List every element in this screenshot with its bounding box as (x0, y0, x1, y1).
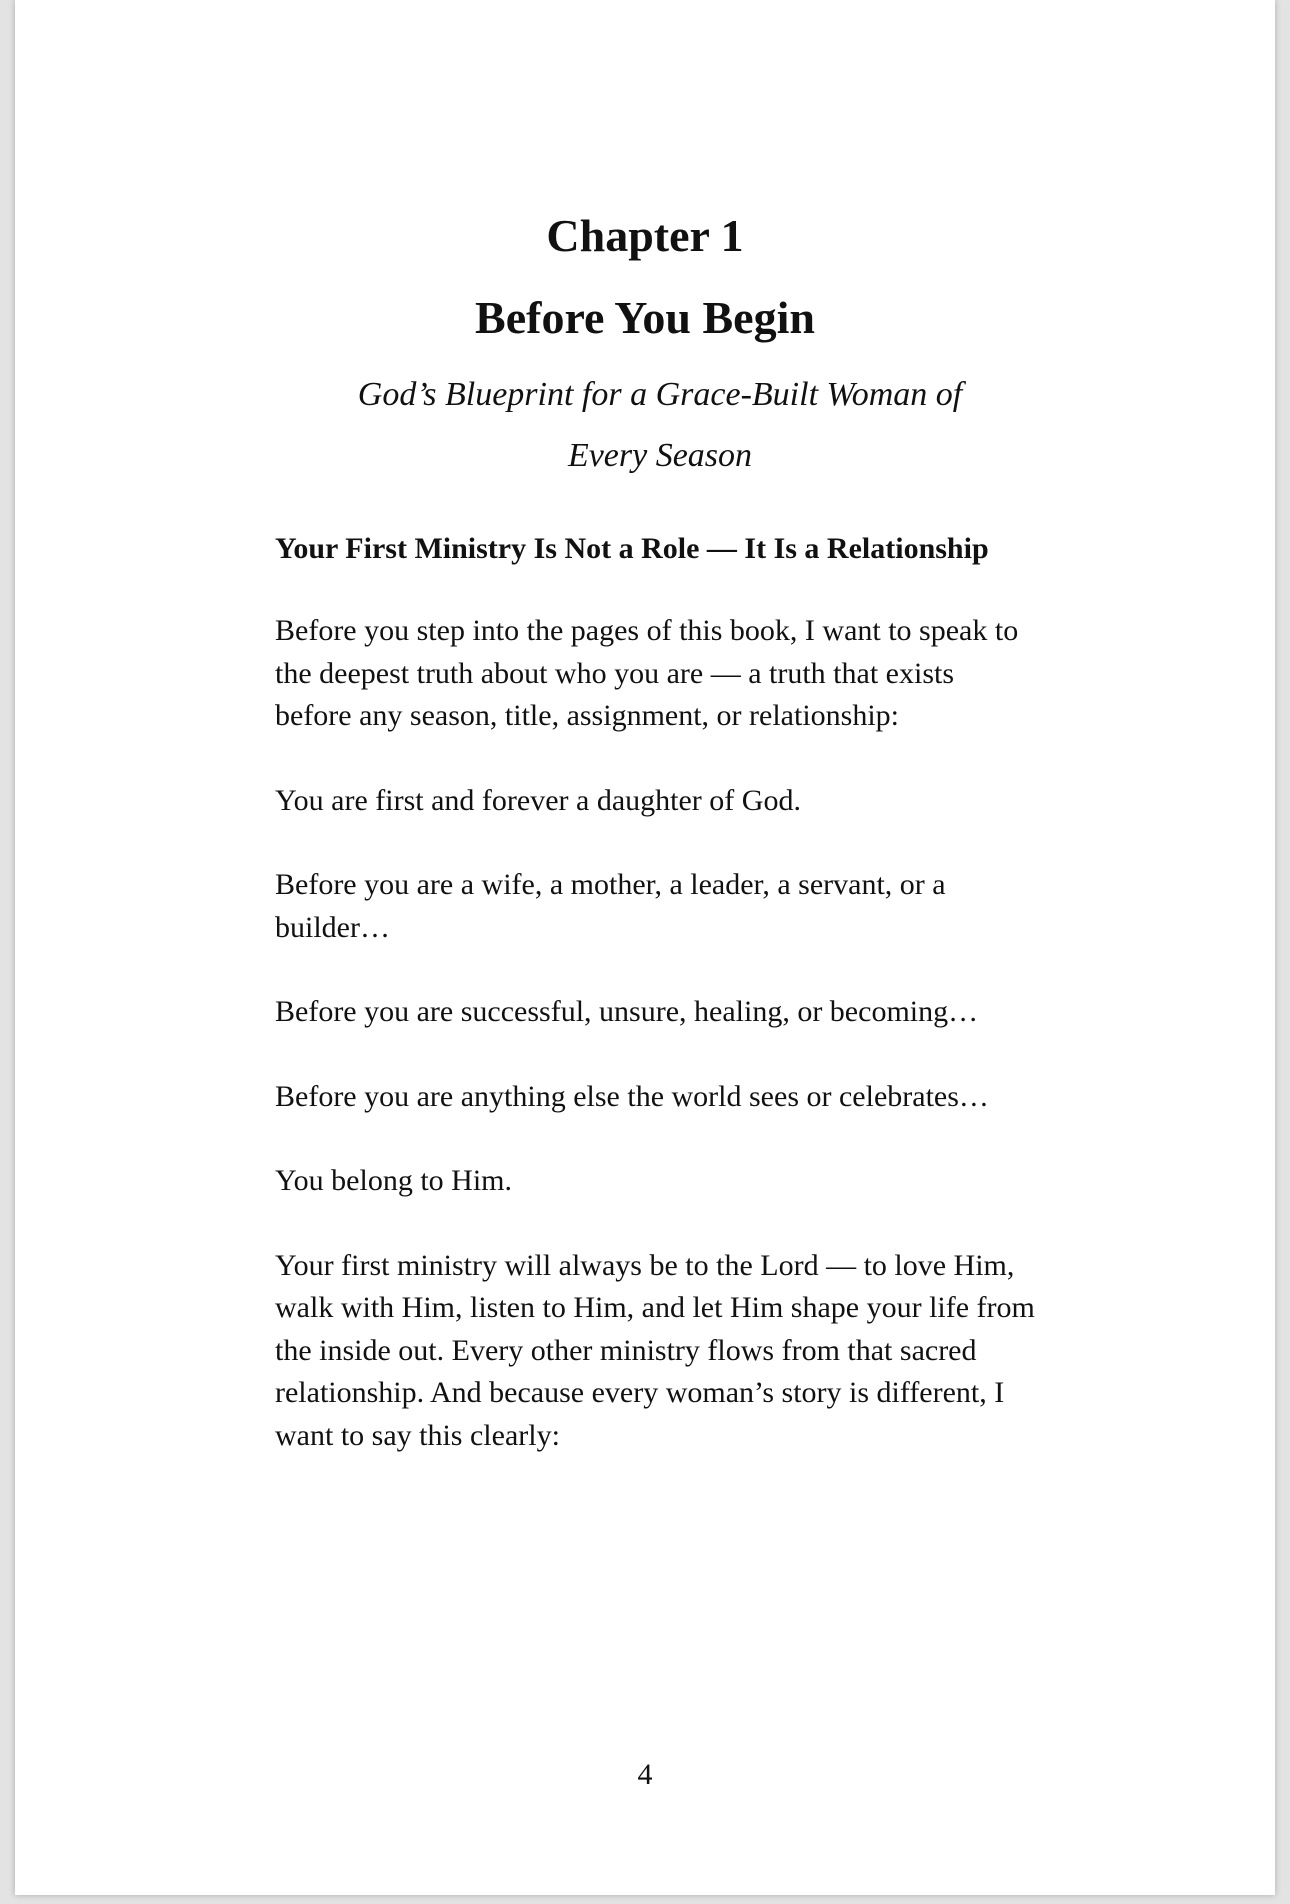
page-number: 4 (637, 1758, 653, 1791)
chapter-body (275, 527, 1035, 1499)
body-paragraph: Before you are successful, unsure, healing, or becoming… (275, 995, 979, 1028)
document-page (15, 0, 1275, 1895)
chapter-subtitle: God’s Blueprint for a Grace-Built Woman of Every Season (357, 376, 963, 474)
chapter-number: Chapter 1 (546, 210, 744, 261)
body-paragraph: Before you step into the pages of this book, I want to speak to the deepest truth about who you are — a truth that exists before any season, title, assignment, or relationship: (275, 614, 1019, 732)
chapter-title: Before You Begin (475, 292, 815, 343)
body-paragraph: You belong to Him. (275, 1164, 512, 1197)
body-paragraph: Before you are a wife, a mother, a leader, a servant, or a builder… (275, 868, 946, 944)
body-paragraph: You are first and forever a daughter of God. (275, 783, 801, 817)
section-heading: Your First Ministry Is Not a Role — It Is a Relationship (275, 532, 989, 565)
body-paragraph: Your first ministry will always be to the Lord — to love Him, walk with Him, listen to Him, and let Him shape your life from the inside out. Every other ministry flows from that sacred relationship. And because every woman’s story is different, I want to say this clearly: (275, 1248, 1035, 1452)
body-paragraph: Before you are anything else the world sees or celebrates… (275, 1079, 989, 1113)
